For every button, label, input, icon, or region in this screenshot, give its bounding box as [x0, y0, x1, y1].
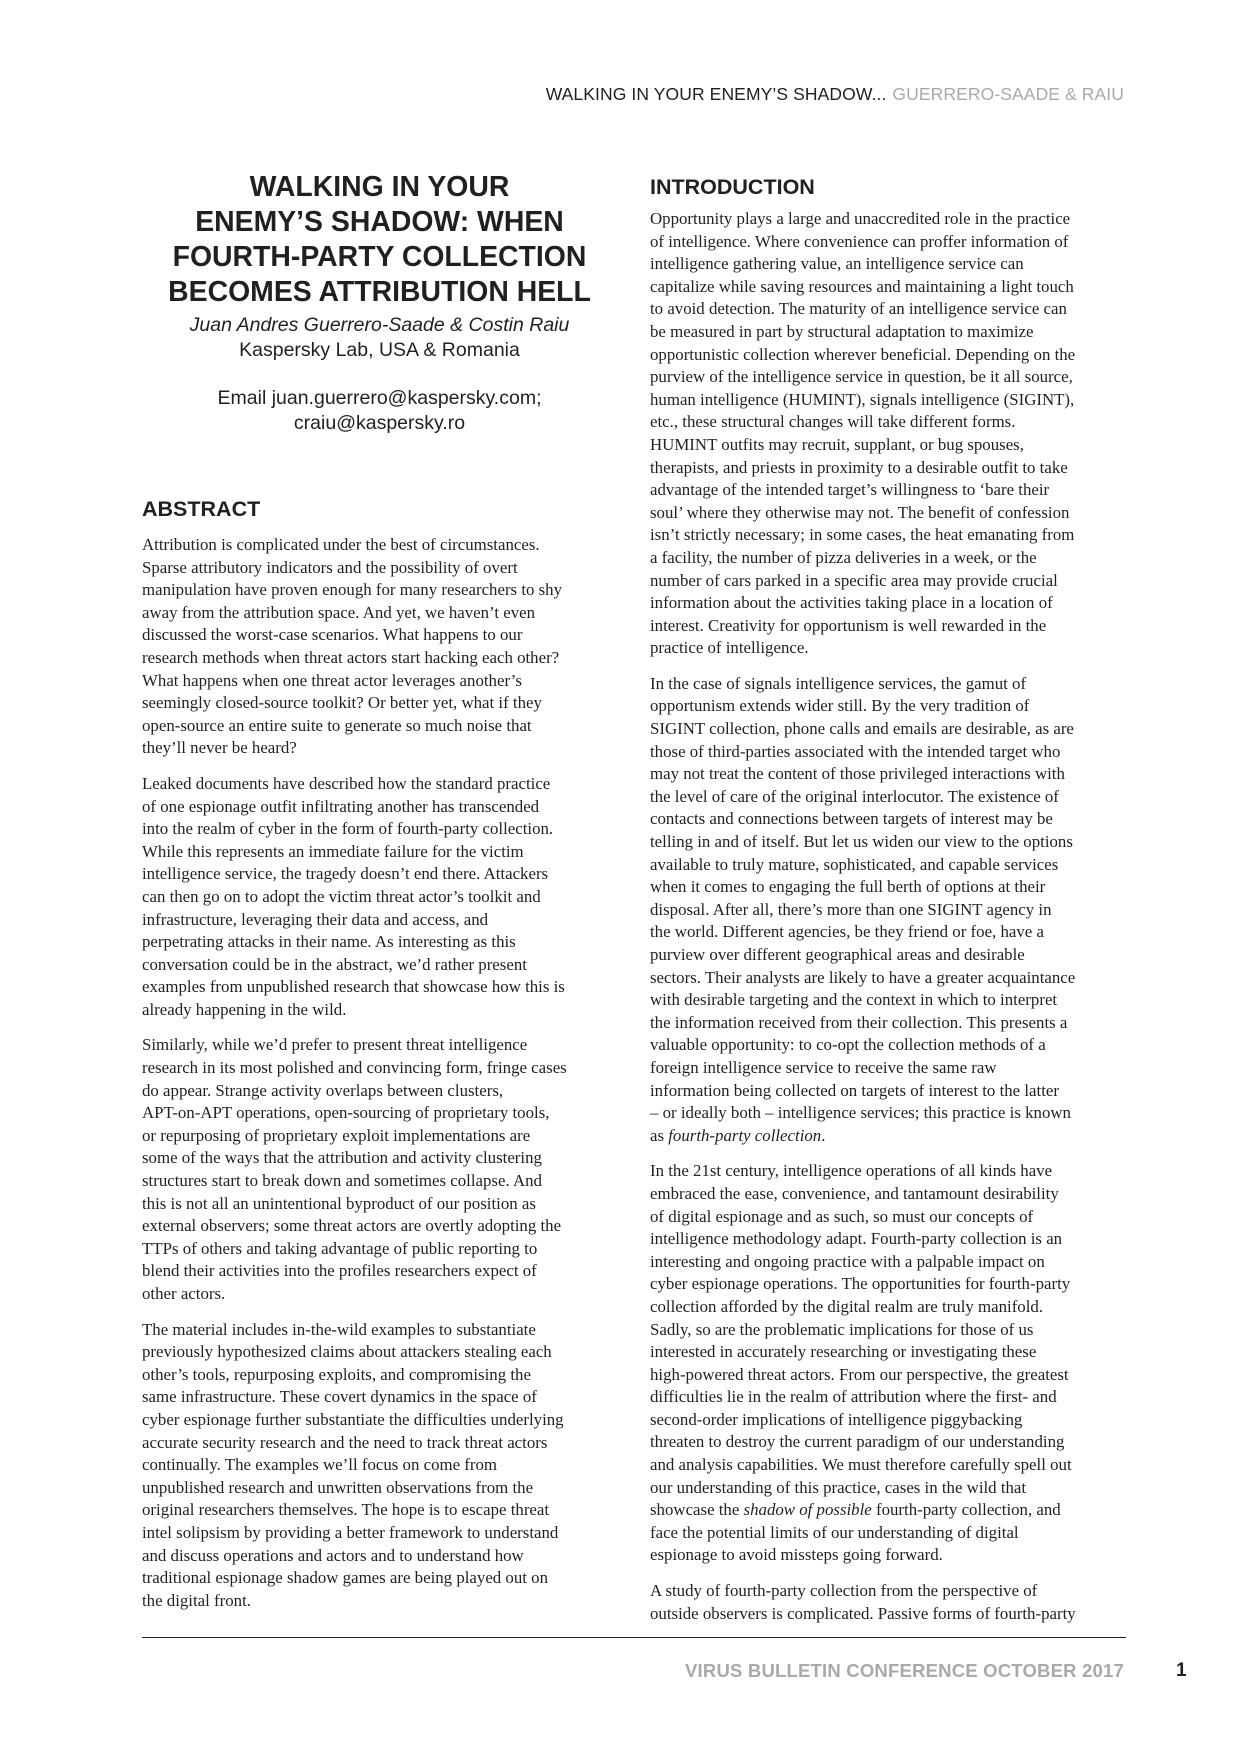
- paper-title-line: ENEMY’S SHADOW: WHEN: [195, 206, 564, 238]
- left-column: [142, 170, 617, 1625]
- footer-conference: VIRUS BULLETIN CONFERENCE OCTOBER 2017: [685, 1660, 1124, 1681]
- paper-title-line: BECOMES ATTRIBUTION HELL: [168, 276, 591, 308]
- intro-paragraph: [650, 1160, 1126, 1567]
- authors: Juan Andres Guerrero-Saade & Costin Raiu: [189, 314, 570, 336]
- abstract-paragraph: The material includes in-the-wild examples to substantiate previously hypothesized claims about attackers stealing each other’s tools, repurposing exploits, and compromising the same infrastructure. These covert dynamics in the space of cyber espionage further substantiate the difficulties underlying accurate security research and the need to track threat actors continually. The examples we’ll focus on come from unpublished research and unwritten observations from the original researchers themselves. The hope is to escape threat intel solipsism by providing a better framework to understand and discuss operations and actors and to understand how traditional espionage shadow games are being played out on the digital front.: [142, 1319, 564, 1610]
- intro-text: In the 21st century, intelligence operations of all kinds have embraced the ease, convenience, and tantamount desirability of digital espionage and as such, so must our concepts of intelligence methodology adapt. Fourth-party collection is an interesting and ongoing practice with a palpable impact on cyber espionage operations. The opportunities for fourth-party collection afforded by the digital realm are truly manifold. Sadly, so are the problematic implications for those of us interested in accurately researching or investigating these high-powered threat actors. From our perspective, the greatest difficulties lie in the realm of attribution where the first- and second-order implications of intelligence piggybacking threaten to destroy the current paradigm of our understanding and analysis capabilities. We must therefore carefully spell out our understanding of this practice, cases in the wild that showcase the: [650, 1161, 1072, 1520]
- abstract-paragraph: Leaked documents have described how the standard practice of one espionage outfit infiltrating another has transcended into the realm of cyber in the form of fourth-party collection. While this represents an immediate failure for the victim intelligence service, the tragedy doesn’t end there. Attackers can then go on to adopt the victim threat actor’s toolkit and infrastructure, leveraging their data and access, and perpetrating attacks in their name. As interesting as this conversation could be in the abstract, we’d rather present examples from unpublished research that showcase how this is already happening in the wild.: [142, 773, 565, 1019]
- intro-paragraph: Opportunity plays a large and unaccredited role in the practice of intelligence. Where convenience can proffer information of intelligence gathering value, an intelligence service can capitalize while saving resources and maintaining a light touch to avoid detection. The maturity of an intelligence service can be measured in part by structural adaptation to maximize opportunistic collection wherever beneficial. Depending on the purview of the intelligence service in question, be it all source, human intelligence (HUMINT), signals intelligence (SIGINT), etc., these structural changes will take different forms. HUMINT outfits may recruit, supplant, or bug spouses, therapists, and priests in proximity to a desirable outfit to take advantage of the intended target’s willingness to ‘bare their soul’ where they otherwise may not. The benefit of confession isn’t strictly necessary; in some cases, the heat emanating from a facility, the number of pizza deliveries in a week, or the number of cars parked in a specific area may provide crucial information about the activities taking place in a location of interest. Creativity for opportunism is well rewarded in the practice of intelligence.: [650, 209, 1076, 658]
- email-block: [142, 386, 617, 436]
- running-header: [546, 84, 1124, 105]
- intro-paragraph: A study of fourth-party collection from the perspective of outside observers is complicated. Passive forms of fourth-party: [650, 1581, 1076, 1623]
- email-line: Email juan.guerrero@kaspersky.com;: [217, 387, 542, 409]
- abstract-heading: ABSTRACT: [142, 497, 261, 521]
- paper-title-line: WALKING IN YOUR: [249, 171, 510, 203]
- introduction-heading: INTRODUCTION: [650, 175, 815, 199]
- intro-emphasis: fourth-party collection: [668, 1125, 822, 1145]
- intro-text: .: [821, 1125, 826, 1145]
- affiliation: Kaspersky Lab, USA & Romania: [239, 339, 520, 361]
- title-block: [142, 170, 617, 436]
- paper-title-line: FOURTH-PARTY COLLECTION: [172, 241, 587, 273]
- paper-title: [142, 170, 617, 310]
- intro-text: In the case of signals intelligence services, the gamut of opportunism extends wider still. By the very tradition of SIGINT collection, phone calls and emails are desirable, as are those of third-parties associated with the intended target who may not treat the content of those privileged interactions with the level of care of the original interlocutor. The existence of contacts and connections between targets of interest may be telling in and of itself. But let us widen our view to the options available to truly mature, sophisticated, and capable services when it comes to engaging the full berth of options at their disposal. After all, there’s more than one SIGINT agency in the world. Different agencies, be they friend or foe, have a purview over different geographical areas and desirable sectors. Their analysts are likely to have a greater acquaintance with desirable targeting and the context in which to interpret the information received from their collection. This presents a valuable opportunity: to co-opt the collection methods of a foreign intelligence service to receive the same raw information being collected on targets of interest to the latter – or ideally both – intelligence services; this practice is known as: [650, 673, 1076, 1145]
- abstract-paragraph: Similarly, while we’d prefer to present threat intelligence research in its most polished and convincing form, fringe cases do appear. Strange activity overlaps between clusters, APT-on-APT operations, open-sourcing of proprietary tools, or repurposing of proprietary exploit implementations are some of the ways that the attribution and activity clustering structures start to break down and sometimes collapse. And this is not all an unintentional byproduct of our position as external observers; some threat actors are overtly adopting the TTPs of others and taking advantage of public reporting to blend their activities into the profiles researchers expect of other actors.: [142, 1035, 567, 1303]
- email-line: craiu@kaspersky.ro: [293, 412, 466, 434]
- intro-emphasis: shadow of possible: [743, 1500, 872, 1520]
- intro-paragraph: [650, 673, 1126, 1147]
- page-number: 1: [1176, 1660, 1187, 1681]
- right-column: [650, 174, 1126, 1638]
- abstract-paragraph: Attribution is complicated under the best of circumstances. Sparse attributory indicators and the possibility of overt manipulation have proven enough for many researchers to shy away from the attribution space. And yet, we haven’t even discussed the worst-case scenarios. What happens to our research methods when threat actors start hacking each other? What happens when one threat actor leverages another’s seemingly closed-source toolkit? Or better yet, what if they open-source an entire suite to generate so much noise that they’ll never be heard?: [142, 535, 563, 758]
- running-header-title: WALKING IN YOUR ENEMY’S SHADOW...: [545, 84, 887, 104]
- footer-rule: [142, 1637, 1126, 1638]
- running-header-authors: GUERRERO-SAADE & RAIU: [892, 84, 1124, 104]
- intro-text: fourth-party collection, and face the potential limits of our understanding of digital espionage to avoid missteps going forward.: [650, 1500, 1061, 1565]
